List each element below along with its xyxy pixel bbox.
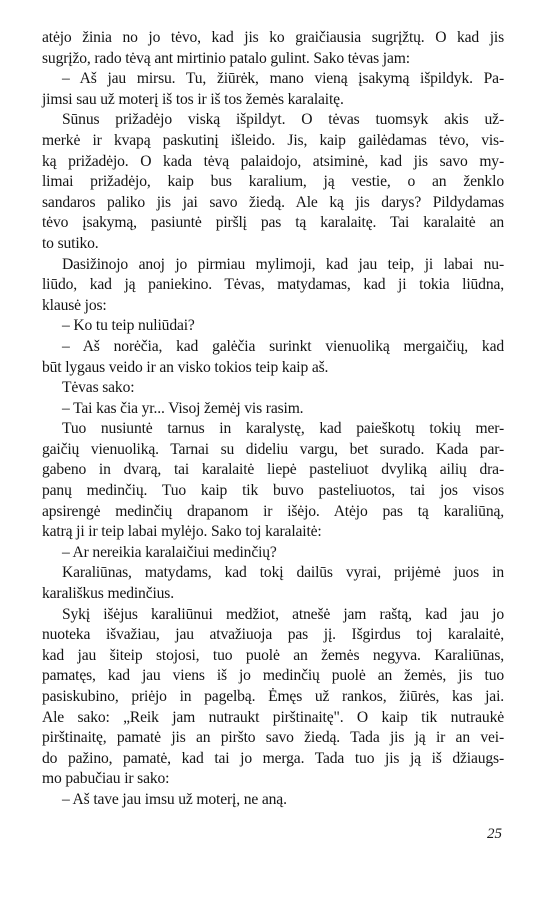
text-line: ką prižadėjo. O kada tėvą palaidojo, atsiminė, kad jis savo my-	[42, 152, 504, 170]
text-line: Dasižinojo anoj jo pirmiau mylimoji, kad jau teip, ji labai nu-	[62, 255, 504, 273]
text-line: liūdo, kad ją paniekino. Tėvas, matydamas, kad ji tokia liūdna,	[42, 276, 504, 294]
text-line: Sykį išėjus karaliūnui medžiot, atnešė jam raštą, kad jau jo	[62, 605, 504, 623]
text-line: jimsi sau už moterį iš tos ir iš tos žemės karalaitę.	[42, 90, 344, 108]
text-line: – Aš jau mirsu. Tu, žiūrėk, mano vieną įsakymą išpildyk. Pa-	[62, 70, 504, 88]
text-line: merkė ir kvapą paskutinį išleido. Jis, kaip gailėdamas tėvo, vis-	[42, 131, 504, 149]
text-line: sugrįžo, rado tėvą ant mirtinio patalo gulint. Sako tėvas jam:	[42, 49, 410, 67]
text-line: pirštinaitę, pamatė jis an piršto savo žiedą. Tada jis ją ir an vei-	[42, 729, 504, 747]
text-line: to sutiko.	[42, 234, 99, 252]
text-line: sandaros paliko jis jai savo žiedą. Ale ką jis darys? Pildydamas	[42, 193, 504, 211]
text-line: Tėvas sako:	[62, 379, 135, 397]
text-line: Sūnus prižadėjo viską išpildyt. O tėvas tuomsyk akis už-	[62, 111, 504, 129]
text-line: – Ko tu teip nuliūdai?	[62, 317, 195, 335]
text-line: tėvo įsakymą, pasiuntė piršlį pas tą karalaitę. Tai karalaitė an	[42, 214, 504, 232]
text-line: – Aš tave jau imsu už moterį, ne aną.	[62, 790, 287, 808]
text-line: pamatęs, kad jau viens iš jo medinčių puolė an žemės, jis tuo	[42, 667, 504, 685]
text-line: – Ar nereikia karalaičiui medinčių?	[62, 543, 277, 561]
text-line: Ale sako: „Reik jam nutraukt pirštinaitę". O kaip tik nutraukė	[42, 708, 504, 726]
text-line: kad jau šiteip stojosi, tuo puolė an žemės negyva. Karaliūnas,	[42, 646, 504, 664]
book-page-text	[42, 28, 504, 811]
text-line: katrą ji ir teip labai mylėjo. Sako toj karalaitė:	[42, 523, 322, 541]
text-line: do pažino, pamatė, kad tai jo merga. Tada tuo jis ją iš džiaugs-	[42, 749, 504, 767]
text-line: Tuo nusiuntė tarnus in karalystę, kad paieškotų tokių mer-	[62, 420, 504, 438]
text-line: karališkus medinčius.	[42, 585, 174, 603]
text-line: būt lygaus veido ir an visko tokios teip kaip aš.	[42, 358, 329, 376]
text-line: panų medinčių. Tuo kaip tik buvo pasteliuotos, tai jos visos	[42, 482, 504, 500]
text-line: Karaliūnas, matydams, kad tokį dailūs vyrai, prijėmė juos in	[62, 564, 504, 582]
text-line: – Tai kas čia yr... Visoj žemėj vis rasim.	[62, 399, 304, 417]
text-line: gaičių vienuoliką. Tarnai su dideliu vargu, bet surado. Kada par-	[42, 440, 504, 458]
text-line: gabeno in dvarą, tai karalaitė liepė pasteliuot dvyliką ailių dra-	[42, 461, 504, 479]
text-line: atėjo žinia no jo tėvo, kad jis ko graičiausia sugrįžtų. O kad jis	[42, 29, 504, 46]
text-line: – Aš norėčia, kad galėčia surinkt vienuoliką mergaičių, kad	[62, 337, 504, 355]
text-line: pasiskubino, priėjo in pagelbą. Ėmęs už rankos, žiūrės, kas jai.	[42, 688, 504, 705]
text-line: klausė jos:	[42, 296, 107, 314]
text-line: apsirengė medinčių drapanom ir išėjo. Atėjo pas tą karaliūną,	[42, 502, 504, 520]
text-line: mo pabučiau ir sako:	[42, 770, 170, 788]
text-line: nuoteka išvažiau, jau atvažiuoja pas jį. Išgirdus toj karalaitė,	[42, 626, 504, 644]
page-number: 25	[487, 826, 502, 842]
text-line: limai prižadėjo, kaip bus karalium, ją vestie, o an ženklo	[42, 173, 504, 191]
